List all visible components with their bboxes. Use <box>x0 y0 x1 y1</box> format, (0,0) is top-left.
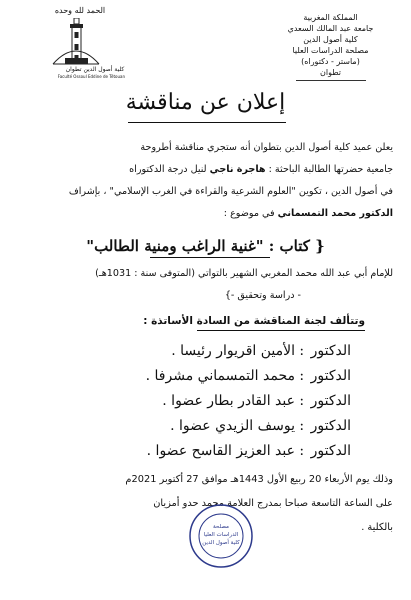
stamp-line-2: الدراسات العليا <box>203 532 239 538</box>
faculty-logo <box>25 18 135 80</box>
member-title: الدكتور <box>310 418 351 434</box>
stamp-ring-text: كلية أصول الدين <box>202 540 240 546</box>
member-title: الدكتور <box>310 368 351 384</box>
body-line-2 <box>12 164 393 175</box>
committee-member <box>170 418 351 434</box>
candidate-name: هاجرة ناجي <box>209 164 266 175</box>
member-name: : عبد العزيز القاسح عضوا . <box>146 443 305 459</box>
faculty-line: كلية أصول الدين <box>303 35 358 44</box>
supervisor-name: الدكتور محمد التمسماني <box>277 208 393 219</box>
logo-french-caption: Faculté Ossoul Eddine de Tétouan <box>57 74 125 79</box>
member-name: : عبد القادر بطار عضوا . <box>162 393 305 409</box>
body-line-4-end: في موضوع : <box>223 208 278 219</box>
book-title-underline <box>150 257 270 258</box>
committee-member <box>162 393 351 409</box>
header-underline <box>296 80 366 81</box>
faculty-closing-line: بالكلية . <box>361 522 393 533</box>
stamp-line-1: مصلحة <box>212 524 230 530</box>
time-venue-line: على الساعة التاسعة صباحا بمدرج العلامة محمد حدو أمزيان <box>153 498 393 509</box>
date-line: وذلك يوم الأربعاء 20 ربيع الأول 1443هـ موافق 27 أكتوبر 2021م <box>125 474 393 485</box>
body-line-1: يعلن عميد كلية أصول الدين بتطوان أنه ستجري مناقشة أطروحة <box>140 142 393 153</box>
committee-member <box>146 368 351 384</box>
member-name: : الأمين اقريوار رئيسا . <box>171 343 305 359</box>
program-line: (ماستر - دكتوراه) <box>301 57 360 66</box>
body-line-3: في أصول الدين ، تكوين "العلوم الشرعية والقراءة في الغرب الإسلامي" ، بإشراف <box>68 186 393 197</box>
department-line: مصلحة الدراسات العليا <box>292 46 369 55</box>
member-title: الدكتور <box>310 393 351 409</box>
study-line: - دراسة وتحقيق -} <box>224 290 301 301</box>
university-line: جامعة عبد المالك السعدي <box>287 24 374 33</box>
committee-heading: وتتألف لجنة المناقشة من السادة الأساتذة : <box>143 315 365 327</box>
member-title: الدكتور <box>310 343 351 359</box>
body-line-4 <box>12 208 393 219</box>
praise-line: الحمد لله وحده <box>54 6 106 15</box>
body-line-2-start: جامعية حضرتها الطالبة الباحثة : <box>265 164 393 175</box>
logo-header <box>10 6 150 80</box>
city-line: تطوان <box>319 68 342 77</box>
body-line-2-end: لنيل درجة الدكتوراه <box>129 164 210 175</box>
member-name: : محمد التمسماني مشرفا . <box>145 368 305 384</box>
country-line: المملكة المغربية <box>303 13 358 22</box>
stamp-text <box>200 523 242 547</box>
member-name: : يوسف الزيدي عضوا . <box>170 418 305 434</box>
book-title: { كتاب : "غنية الراغب ومنية الطالب" <box>86 237 325 255</box>
committee-member <box>171 343 351 359</box>
title-underline <box>128 122 286 123</box>
author-line: للإمام أبي عبد الله محمد المغربي الشهير بالتواتي (المتوفى سنة : 1031هـ) <box>95 268 393 279</box>
committee-heading-underline <box>197 330 365 331</box>
committee-member <box>147 443 351 459</box>
institution-header <box>268 12 393 81</box>
logo-arabic-caption: كلية أصول الدين تطوان <box>65 66 125 73</box>
page-title: إعلان عن مناقشة <box>125 90 286 115</box>
member-title: الدكتور <box>310 443 351 459</box>
